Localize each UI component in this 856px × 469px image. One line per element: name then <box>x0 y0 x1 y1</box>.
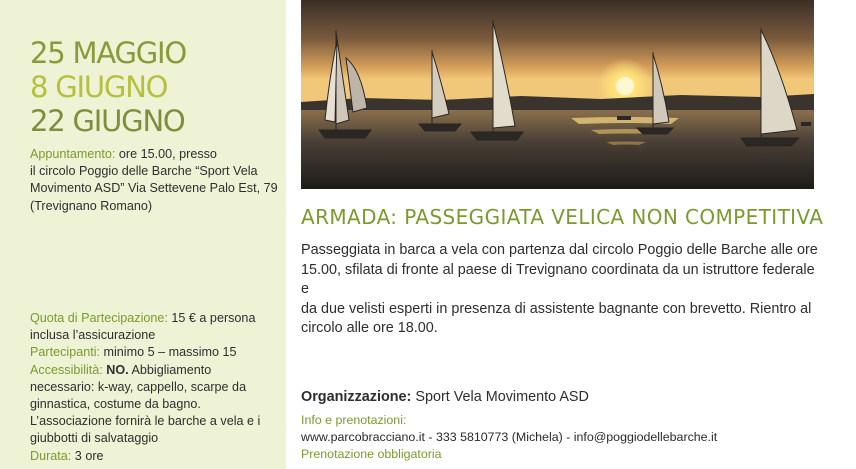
sunset-lake-illustration <box>301 0 814 189</box>
description-line-2: 15.00, sfilata di fronte al paese di Trevignano coordinata da un istruttore federale e <box>301 261 815 298</box>
fee-value: 15 € a persona <box>167 311 256 325</box>
description-line-3: da due velisti esperti in presenza di assistente bagnante con brevetto. Rientro al <box>301 300 812 317</box>
date-2: 8 GIUGNO <box>30 70 168 104</box>
duration-label: Durata: <box>30 448 72 463</box>
accessibility-value: NO. <box>102 362 129 377</box>
details-block <box>30 310 280 465</box>
clothing-line-2: necessario: k-way, cappello, scarpe da <box>30 379 247 394</box>
organizer <box>301 389 589 405</box>
event-description <box>301 241 821 339</box>
contact-line[interactable]: www.parcobracciano.it - 333 5810773 (Michela) - info@poggiodellebarche.it <box>301 430 718 444</box>
appointment-time: ore 15.00, presso <box>115 147 217 161</box>
organizer-value: Sport Vela Movimento ASD <box>411 389 589 405</box>
description-line-1: Passeggiata in barca a vela con partenza dal circolo Poggio delle Barche alle ore <box>301 242 818 258</box>
booking-note: Prenotazione obbligatoria <box>301 447 442 461</box>
contact-label: Info e prenotazioni: <box>301 413 407 427</box>
appointment-label: Appuntamento: <box>30 147 116 161</box>
sailboats-sunset-photo <box>301 0 814 189</box>
participants-label: Partecipanti: <box>30 345 101 360</box>
fee-note: inclusa l’assicurazione <box>30 328 156 343</box>
contact-info <box>301 412 717 463</box>
event-title: ARMADA: PASSEGGIATA VELICA NON COMPETITIVA <box>301 205 824 229</box>
clothing-line-1: Abbigliamento <box>128 362 212 377</box>
clothing-line-3: ginnastica, costume da bagno. <box>30 397 201 412</box>
organizer-label: Organizzazione: <box>301 389 412 405</box>
date-3: 22 GIUGNO <box>30 104 185 138</box>
appointment-place-3: (Trevignano Romano) <box>30 198 153 213</box>
date-1: 25 MAGGIO <box>30 36 186 70</box>
participants-value: minimo 5 – massimo 15 <box>100 345 237 360</box>
appointment-place-2: Movimento ASD” Via Settevene Palo Est, 79 <box>30 181 278 196</box>
appointment-place-1: il circolo Poggio delle Barche “Sport Vela <box>30 164 258 179</box>
description-line-4: circolo alle ore 18.00. <box>301 320 438 337</box>
duration-value: 3 ore <box>71 448 104 463</box>
accessibility-label: Accessibilità: <box>30 362 103 377</box>
equipment-line-1: L’associazione fornirà le barche a vela e i <box>30 414 261 429</box>
equipment-line-2: giubbotti di salvataggio <box>30 431 159 446</box>
info-sidebar <box>0 0 286 469</box>
appointment-block <box>30 146 280 215</box>
fee-label: Quota di Partecipazione: <box>30 311 168 325</box>
event-dates <box>30 36 186 138</box>
